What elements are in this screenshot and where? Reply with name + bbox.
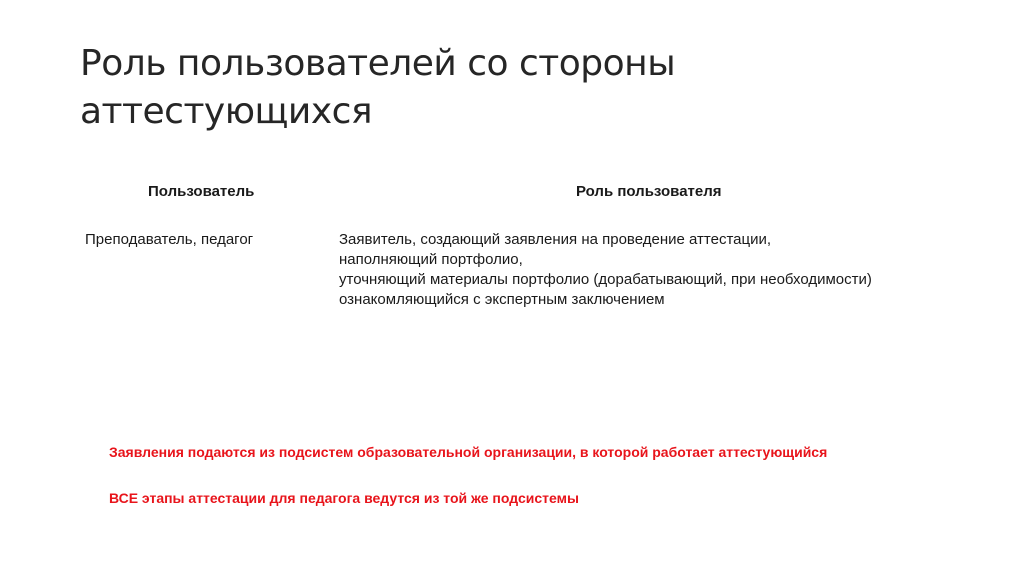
header-role: Роль пользователя bbox=[576, 183, 722, 200]
cell-user: Преподаватель, педагог bbox=[85, 231, 254, 248]
slide-title-line-2: аттестующихся bbox=[80, 91, 373, 132]
note-applications-source: Заявления подаются из подсистем образовательной организации, в которой работает аттестующийся bbox=[109, 444, 828, 460]
role-line: наполняющий портфолио, bbox=[339, 251, 523, 268]
role-line: Заявитель, создающий заявления на проведение аттестации, bbox=[339, 231, 772, 248]
note-all-stages: ВСЕ этапы аттестации для педагога ведутся из той же подсистемы bbox=[109, 490, 579, 506]
cell-role bbox=[339, 230, 979, 310]
role-line: ознакомляющийся с экспертным заключением bbox=[339, 291, 665, 308]
role-line: уточняющий материалы портфолио (дорабатывающий, при необходимости) bbox=[339, 271, 872, 288]
slide-title-line-1: Роль пользователей со стороны bbox=[80, 43, 676, 84]
header-user: Пользователь bbox=[148, 183, 255, 200]
slide-title bbox=[80, 40, 960, 136]
